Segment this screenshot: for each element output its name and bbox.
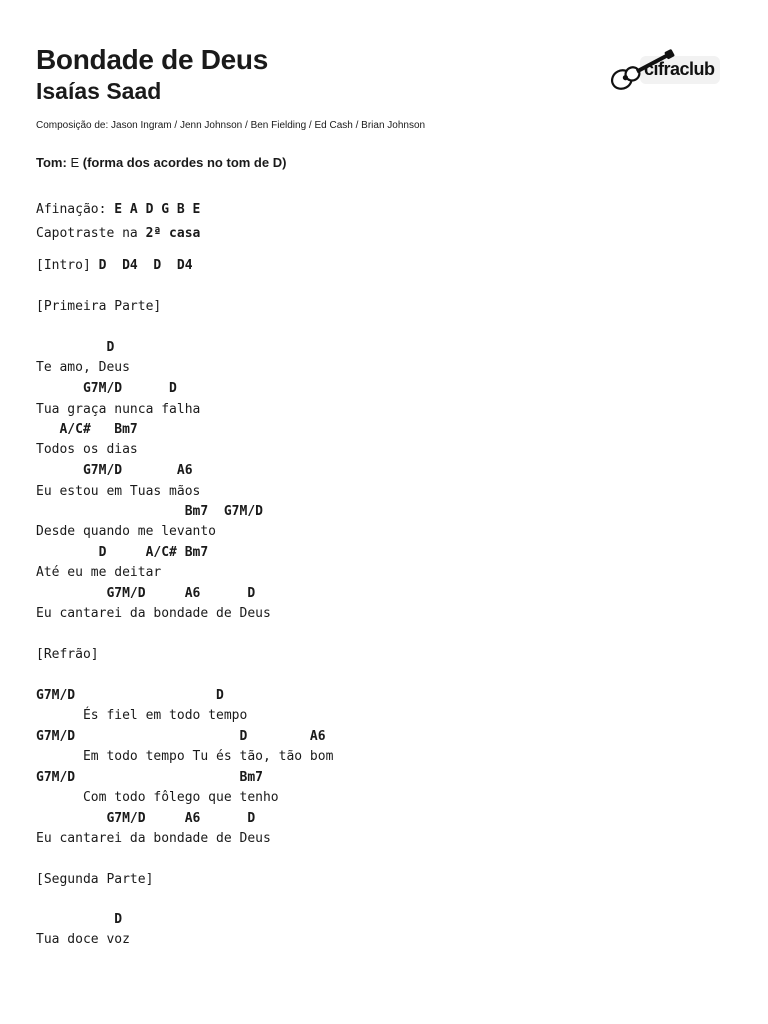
lyric-line: És fiel em todo tempo [36,708,248,723]
capo-value: 2ª casa [145,226,201,241]
chord-line[interactable]: D [36,340,115,355]
tom-label: Tom: [36,155,67,170]
lyric-line: Te amo, Deus [36,360,130,375]
lyric-line: Todos os dias [36,442,138,457]
lyric-line: Até eu me deitar [36,565,162,580]
chord-line[interactable]: G7M/D A6 D [36,811,256,826]
lyric-line: Desde quando me levanto [36,524,217,539]
chord-line[interactable]: D A/C# Bm7 [36,545,209,560]
lyric-line: Com todo fôlego que tenho [36,790,279,805]
tom-note: (forma dos acordes no tom de D) [82,155,287,170]
tuning-label: Afinação: [36,202,115,217]
chord-line[interactable]: G7M/D D A6 [36,729,326,744]
chord-line[interactable]: G7M/D A6 D [36,586,256,601]
section-label: [Primeira Parte] [36,299,162,314]
song-key [36,154,286,172]
capo-line [36,226,200,242]
tuning-value[interactable]: E A D G B E [114,202,201,217]
chord-line[interactable]: G7M/D D [36,688,224,703]
capo-label: Capotraste na [36,226,146,241]
song-title: Bondade de Deus [36,44,268,75]
intro-line [36,258,193,274]
intro-label: [Intro] [36,258,99,273]
song-artist[interactable]: Isaías Saad [36,78,162,104]
logo-text: cifraclub [644,59,715,79]
chord-line[interactable]: Bm7 G7M/D [36,504,263,519]
chord-line[interactable]: D [36,912,123,927]
tuning-line [36,202,200,218]
cifraclub-logo[interactable] [606,46,722,92]
lyric-line: Eu estou em Tuas mãos [36,484,201,499]
chord-line[interactable]: G7M/D D [36,381,177,396]
lyric-line: Eu cantarei da bondade de Deus [36,831,271,846]
lyric-line: Tua doce voz [36,932,130,947]
section-label: [Refrão] [36,647,99,662]
lyric-line: Em todo tempo Tu és tão, tão bom [36,749,334,764]
composer-credits: Composição de: Jason Ingram / Jenn Johnson / Ben Fielding / Ed Cash / Brian Johnson [36,120,426,131]
lyric-line: Tua graça nunca falha [36,402,201,417]
chord-line[interactable]: G7M/D A6 [36,463,193,478]
lyric-line: Eu cantarei da bondade de Deus [36,606,271,621]
section-label: [Segunda Parte] [36,872,154,887]
chord-line[interactable]: G7M/D Bm7 [36,770,263,785]
intro-chords[interactable]: D D4 D D4 [98,258,193,273]
chord-line[interactable]: A/C# Bm7 [36,422,138,437]
tom-key[interactable]: E [70,155,80,170]
